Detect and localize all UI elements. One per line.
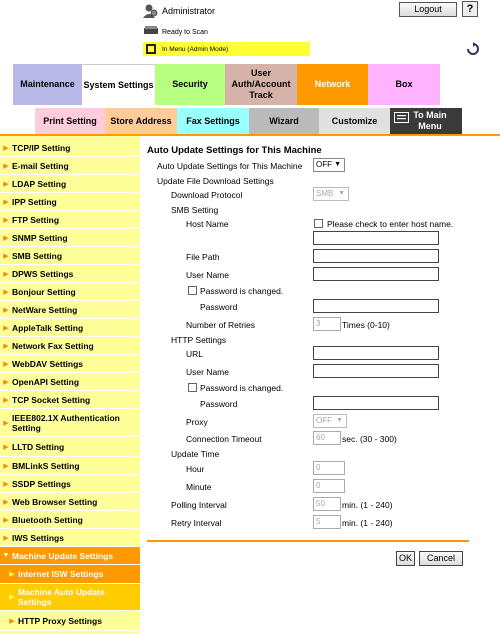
file-path-label: File Path [186, 252, 220, 262]
download-protocol-label: Download Protocol [171, 190, 243, 200]
sidebar-item-bmlinks[interactable]: ▶ BMLinkS Setting [0, 457, 140, 475]
download-settings-label: Update File Download Settings [157, 176, 274, 186]
sidebar-item-bluetooth[interactable]: ▶ Bluetooth Setting [0, 511, 140, 529]
arrow-right-icon: ▶ [3, 252, 9, 260]
arrow-right-icon: ▶ [3, 360, 9, 368]
http-password-changed-label: Password is changed. [200, 383, 284, 393]
arrow-right-icon: ▶ [3, 378, 9, 386]
url-label: URL [186, 349, 204, 359]
tab-fax-settings[interactable]: Fax Settings [177, 108, 249, 134]
page-title: Auto Update Settings for This Machine [147, 145, 322, 156]
connection-timeout-input[interactable]: 60 [313, 431, 341, 445]
http-password-changed-checkbox[interactable] [188, 383, 197, 392]
sidebar-item-smb[interactable]: ▶ SMB Setting [0, 247, 140, 265]
file-path-input[interactable] [313, 249, 439, 263]
arrow-right-icon: ▶ [3, 180, 9, 188]
sidebar-item-ldap[interactable]: ▶ LDAP Setting [0, 175, 140, 193]
logout-button[interactable]: Logout [399, 2, 457, 17]
tab-store-address[interactable]: Store Address [105, 108, 177, 134]
minute-input[interactable]: 0 [313, 479, 345, 493]
auto-update-select[interactable]: OFF ▼ [313, 158, 345, 172]
administrator-label: Administrator [162, 6, 216, 16]
sidebar-item-ssdp[interactable]: ▶ SSDP Settings [0, 475, 140, 493]
cancel-button[interactable]: Cancel [419, 551, 463, 566]
sidebar-item-webdav[interactable]: ▶ WebDAV Settings [0, 355, 140, 373]
refresh-icon[interactable] [466, 42, 480, 56]
host-name-label: Host Name [186, 219, 229, 229]
arrow-down-icon: ▼ [2, 552, 10, 559]
arrow-right-icon: ▶ [3, 462, 9, 470]
sidebar-item-ftp[interactable]: ▶ FTP Setting [0, 211, 140, 229]
sidebar-item-netware[interactable]: ▶ NetWare Setting [0, 301, 140, 319]
tab-network[interactable]: Network [297, 64, 368, 105]
arrow-right-icon: ▶ [3, 534, 9, 542]
mode-text: In Menu (Admin Mode) [162, 46, 229, 53]
sidebar-item-dpws[interactable]: ▶ DPWS Settings [0, 265, 140, 283]
sidebar [0, 136, 140, 634]
arrow-right-icon: ▶ [3, 419, 9, 427]
arrow-right-icon: ▶ [3, 498, 9, 506]
polling-interval-label: Polling Interval [171, 500, 227, 510]
tab-user-auth[interactable]: User Auth/Account Track [225, 64, 297, 105]
password-label: Password [200, 302, 238, 312]
arrow-right-icon: ▶ [3, 270, 9, 278]
sidebar-item-network-fax[interactable]: ▶ Network Fax Setting [0, 337, 140, 355]
arrow-right-icon: ▶ [3, 516, 9, 524]
connection-timeout-hint: sec. (30 - 300) [342, 434, 397, 444]
arrow-right-icon: ▶ [9, 617, 15, 625]
http-password-input[interactable] [313, 396, 439, 410]
sidebar-item-iws[interactable]: ▶ IWS Settings [0, 529, 140, 547]
update-time-label: Update Time [171, 449, 220, 459]
password-input[interactable] [313, 299, 439, 313]
tab-maintenance[interactable]: Maintenance [13, 64, 82, 105]
arrow-right-icon: ▶ [3, 145, 9, 152]
host-name-checkbox[interactable] [314, 219, 323, 228]
user-name-label: User Name [186, 270, 229, 280]
user-name-input[interactable] [313, 267, 439, 281]
proxy-label: Proxy [186, 417, 208, 427]
arrow-right-icon: ▶ [3, 198, 9, 206]
connection-timeout-label: Connection Timeout [186, 434, 262, 444]
sidebar-item-lltd[interactable]: ▶ LLTD Setting [0, 437, 140, 457]
host-name-check-label: Please check to enter host name. [327, 219, 454, 229]
arrow-right-icon: ▶ [3, 234, 9, 242]
admin-mode-icon [145, 43, 157, 55]
tab-customize[interactable]: Customize [319, 108, 390, 134]
tab-system-settings[interactable]: System Settings [82, 64, 155, 105]
host-name-input[interactable] [313, 231, 439, 245]
proxy-select[interactable]: OFF ▼ [313, 414, 347, 428]
sidebar-item-email[interactable]: ▶ E-mail Setting [0, 157, 140, 175]
http-settings-label: HTTP Settings [171, 335, 227, 345]
retry-interval-input[interactable]: 5 [313, 515, 341, 529]
sidebar-item-ipp[interactable]: ▶ IPP Setting [0, 193, 140, 211]
administrator-icon [143, 3, 159, 19]
tab-security[interactable]: Security [155, 64, 225, 105]
sidebar-item-appletalk[interactable]: ▶ AppleTalk Setting [0, 319, 140, 337]
main-menu-icon [394, 112, 409, 123]
arrow-right-icon: ▶ [3, 288, 9, 296]
arrow-right-icon: ▶ [3, 396, 9, 404]
hour-input[interactable]: 0 [313, 461, 345, 475]
tab-wizard[interactable]: Wizard [249, 108, 319, 134]
sidebar-item-snmp[interactable]: ▶ SNMP Setting [0, 229, 140, 247]
arrow-right-icon: ▶ [3, 443, 9, 451]
chevron-down-icon: ▼ [336, 417, 343, 424]
minute-label: Minute [186, 482, 212, 492]
arrow-right-icon: ▶ [9, 594, 15, 601]
arrow-right-icon: ▶ [3, 306, 9, 314]
smb-setting-label: SMB Setting [171, 205, 219, 215]
sidebar-item-openapi[interactable]: ▶ OpenAPI Setting [0, 373, 140, 391]
retries-input[interactable]: 3 [313, 317, 341, 331]
sidebar-item-tcp-socket[interactable]: ▶ TCP Socket Setting [0, 391, 140, 409]
tab-print-setting[interactable]: Print Setting [35, 108, 105, 134]
password-changed-checkbox[interactable] [188, 286, 197, 295]
polling-interval-hint: min. (1 - 240) [342, 500, 393, 510]
sidebar-subitem-machine-auto-update[interactable]: ▶ Machine Auto Update Settings [0, 584, 140, 611]
tab-box[interactable]: Box [368, 64, 440, 105]
password-changed-label: Password is changed. [200, 286, 284, 296]
to-main-menu-label: To Main Menu [413, 110, 447, 131]
sidebar-item-tcpip[interactable]: ▶ TCP/IP Setting [0, 140, 140, 157]
auto-update-label: Auto Update Settings for This Machine [157, 161, 303, 171]
chevron-down-icon: ▼ [334, 161, 341, 168]
scanner-icon [143, 25, 159, 36]
retries-hint: Times (0-10) [342, 320, 390, 330]
http-password-label: Password [200, 399, 238, 409]
http-user-name-input[interactable] [313, 364, 439, 378]
sidebar-item-ieee8021x[interactable]: ▶ IEEE802.1X Authentication Setting [0, 409, 140, 437]
arrow-right-icon: ▶ [9, 571, 15, 578]
arrow-right-icon: ▶ [3, 342, 9, 350]
url-input[interactable] [313, 346, 439, 360]
arrow-right-icon: ▶ [3, 480, 9, 488]
ok-button[interactable]: OK [396, 551, 415, 566]
arrow-right-icon: ▶ [3, 216, 9, 224]
retries-label: Number of Retries [186, 320, 255, 330]
chevron-down-icon: ▼ [338, 190, 345, 197]
help-button[interactable]: ? [462, 1, 478, 17]
sidebar-item-bonjour[interactable]: ▶ Bonjour Setting [0, 283, 140, 301]
status-text: Ready to Scan [162, 29, 208, 36]
form-divider [147, 540, 469, 542]
sidebar-item-web-browser[interactable]: ▶ Web Browser Setting [0, 493, 140, 511]
sidebar-subitem-internet-isw[interactable]: ▶ Internet ISW Settings [0, 565, 140, 584]
sidebar-subitem-http-proxy[interactable]: ▶ HTTP Proxy Settings [0, 611, 140, 631]
http-user-name-label: User Name [186, 367, 229, 377]
arrow-right-icon: ▶ [3, 162, 9, 170]
download-protocol-select[interactable]: SMB ▼ [313, 187, 349, 201]
arrow-right-icon: ▶ [3, 324, 9, 332]
hour-label: Hour [186, 464, 205, 474]
retry-interval-label: Retry Interval [171, 518, 222, 528]
sidebar-item-machine-update[interactable]: ▼ Machine Update Settings [0, 547, 140, 565]
retry-interval-hint: min. (1 - 240) [342, 518, 393, 528]
polling-interval-input[interactable]: 50 [313, 497, 341, 511]
